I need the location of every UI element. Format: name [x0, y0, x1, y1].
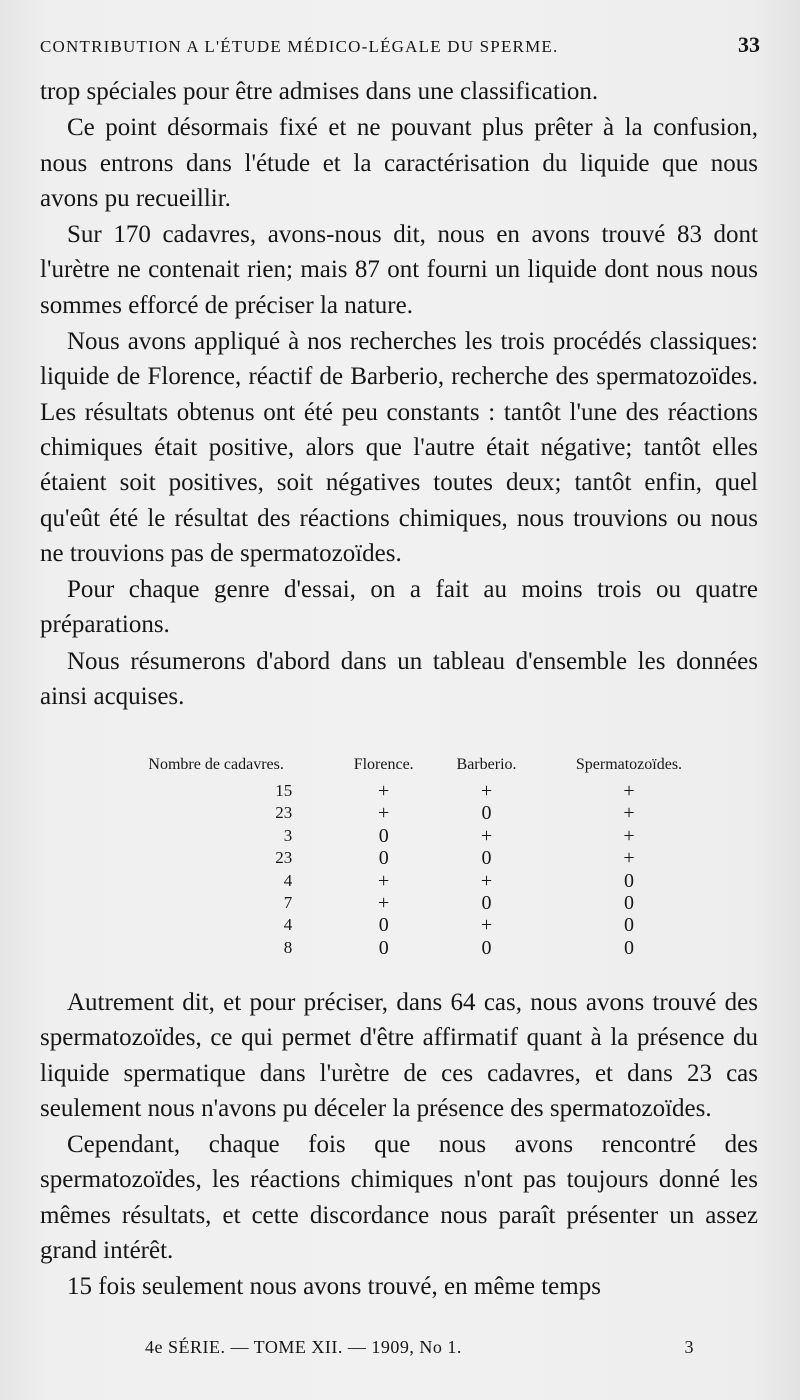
table-row [100, 825, 720, 847]
table-row [100, 892, 720, 914]
body-text-bottom [40, 985, 758, 1305]
paragraph: 15 fois seulement nous avons trouvé, en même temps [67, 1273, 601, 1301]
running-title: CONTRIBUTION A L'ÉTUDE MÉDICO-LÉGALE DU SPERME. [40, 37, 559, 56]
table-row [100, 870, 720, 892]
signature-mark: 3 [684, 1337, 694, 1357]
table-cell: 0 [623, 869, 634, 892]
paragraph: trop spéciales pour être admises dans une classification. [40, 78, 599, 105]
table-cell: + [480, 914, 493, 937]
table-row [100, 914, 720, 936]
table-cell: 0 [378, 824, 389, 847]
paragraph: Autrement dit, et pour préciser, dans 64 cas, nous avons trouvé des spermatozoïdes, ce qui permet d'être affirmatif quant à la présence du liquide spermatique dans l'urètre de ces cadavres, et dans 23 cas seulement nous n'avons pu déceler la présence des spermatozoïdes. [40, 989, 758, 1122]
table-cell: + [623, 847, 635, 870]
series-info: 4e SÉRIE. — TOME XII. — 1909, No 1. [145, 1337, 462, 1357]
table-cell: 0 [623, 914, 634, 937]
body-text-top [40, 74, 758, 714]
column-header: Spermatozoïdes. [575, 756, 683, 773]
paragraph: Nous résumerons d'abord dans un tableau d'ensemble les données ainsi acquises. [40, 647, 758, 711]
table-cell: 0 [481, 847, 492, 870]
table-cell: + [378, 780, 390, 802]
table-cell: 0 [378, 847, 389, 870]
paragraph: Sur 170 cadavres, avons-nous dit, nous en avons trouvé 83 dont l'urètre ne contenait rien; mais 87 ont fourni un liquide dont nous nous sommes efforcé de préciser la nature. [40, 221, 758, 319]
results-table [100, 756, 720, 959]
paragraph: Ce point désormais fixé et ne pouvant plus prêter à la confusion, nous entrons dans l'étude et la caractérisation du liquide que nous avons pu recueillir. [40, 114, 758, 212]
paragraph: Cependant, chaque fois que nous avons rencontré des spermatozoïdes, les réactions chimiques n'ont pas toujours donné les mêmes résultats, et cette discordance nous paraît présenter un assez grand intérêt. [40, 1131, 758, 1265]
table-cell: + [378, 802, 390, 825]
table-cell: 0 [481, 936, 492, 959]
table-row [100, 780, 720, 802]
table-header-row [100, 756, 720, 780]
table-row [100, 802, 720, 824]
column-header: Barberio. [456, 756, 517, 773]
paragraph: Nous avons appliqué à nos recherches les trois procédés classiques: liquide de Florence, réactif de Barberio, recherche des spermatozoïdes. Les résultats obtenus ont été peu constants : tantôt l'une des réactions chimiques était positive, alors que l'autre était négative; tantôt elles étaient soit positives, soit négatives toutes deux; tantôt enfin, quel qu'eût été le résultat des réactions chimiques, nous trouvions ou nous ne trouvions pas de spermatozoïdes. [40, 328, 758, 567]
page-header [40, 32, 760, 66]
table-cell: 3 [283, 825, 293, 845]
table-cell: 0 [623, 936, 634, 959]
table-cell: 7 [283, 893, 293, 913]
page-footer [145, 1337, 694, 1358]
table-cell: 8 [283, 937, 293, 957]
table-cell: 15 [275, 781, 293, 800]
table-cell: + [623, 802, 635, 825]
table-row [100, 937, 720, 959]
table-cell: + [623, 780, 635, 802]
column-header: Nombre de cadavres. [148, 756, 284, 773]
column-header: Florence. [353, 756, 414, 773]
table-cell: + [480, 780, 493, 802]
table-cell: 0 [481, 802, 492, 825]
table-cell: 0 [623, 892, 634, 915]
table-cell: + [480, 824, 493, 847]
table-cell: 23 [275, 848, 293, 868]
table-cell: + [623, 824, 635, 847]
table-cell: 0 [378, 914, 389, 937]
table-cell: 4 [283, 915, 293, 935]
table-cell: 4 [283, 870, 293, 890]
paragraph: Pour chaque genre d'essai, on a fait au moins trois ou quatre préparations. [40, 576, 758, 639]
page-number: 33 [738, 32, 760, 57]
table-cell: 0 [481, 892, 492, 915]
table-cell: 0 [378, 936, 389, 959]
table-cell: + [378, 869, 390, 892]
table-cell: + [378, 892, 390, 915]
table-cell: + [480, 869, 493, 892]
table-cell: 23 [275, 803, 293, 823]
table-row [100, 847, 720, 869]
